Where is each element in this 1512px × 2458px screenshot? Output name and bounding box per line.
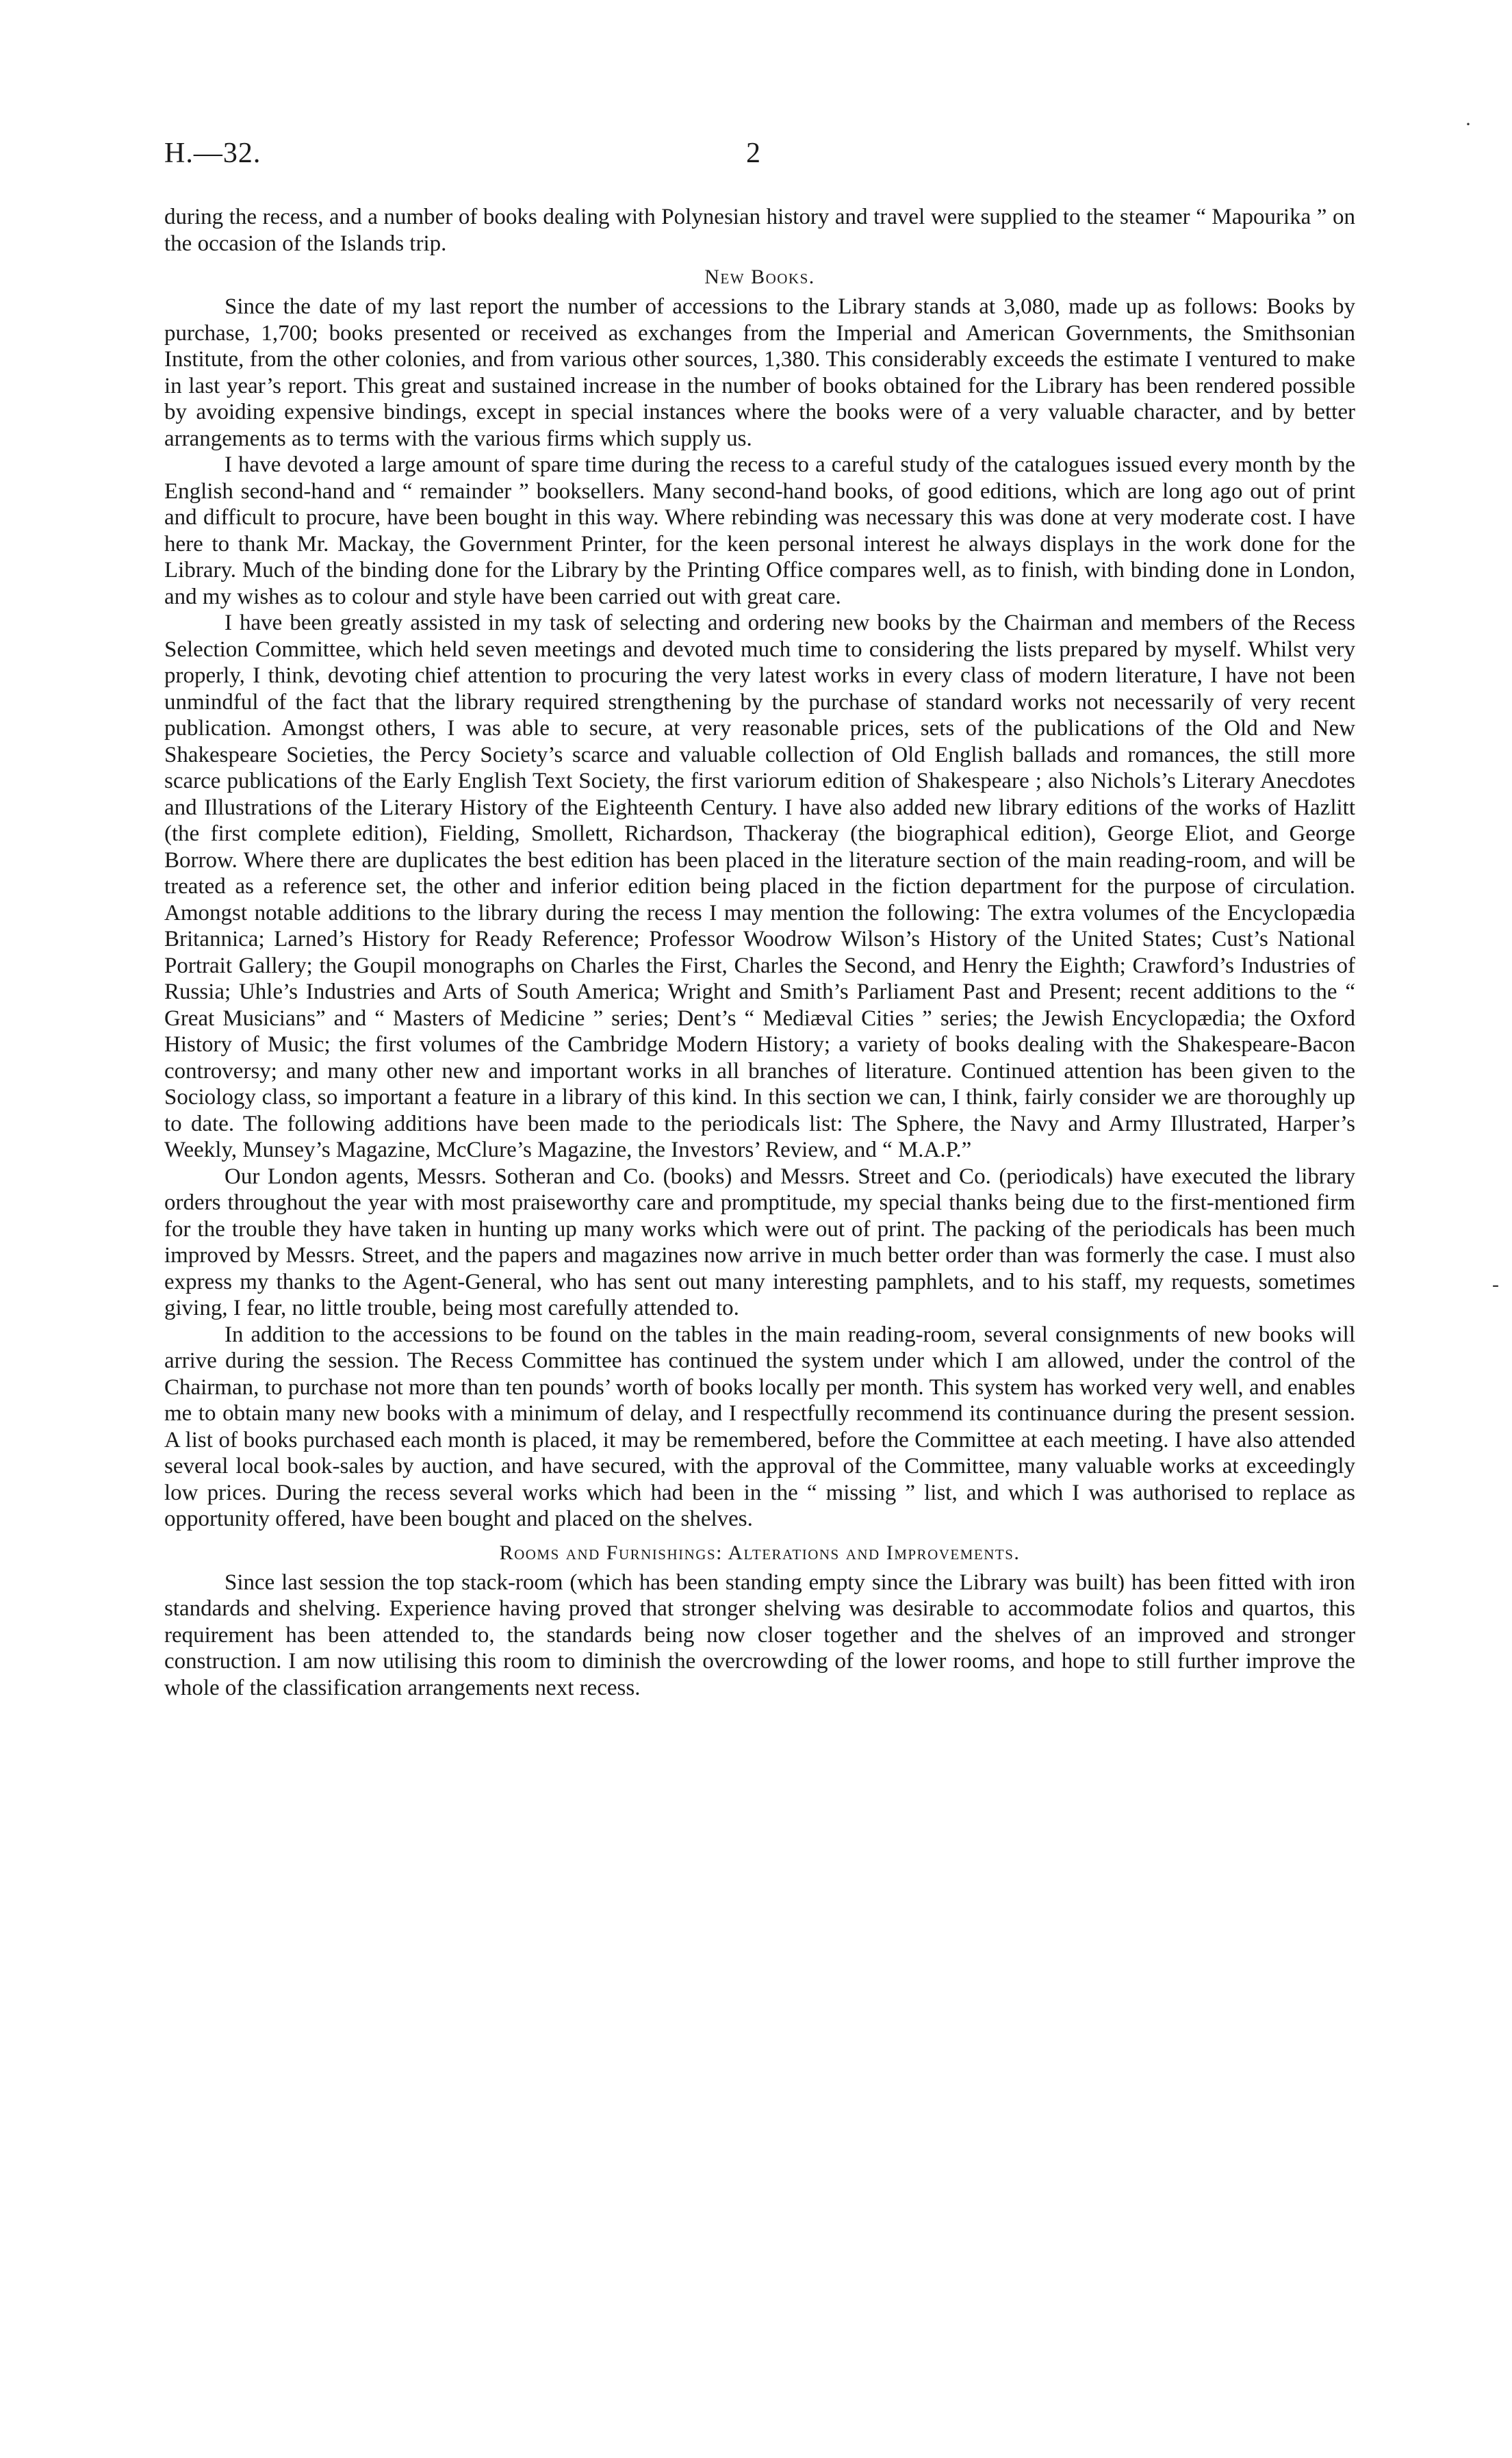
section-heading-rooms: Rooms and Furnishings: Alterations and Improvements. bbox=[499, 1541, 1021, 1564]
paragraph-accessions: Since the date of my last report the number of accessions to the Library stands at 3,080, made up as follows: Books by purchase, 1,700; books presented or received as exchanges from the Imperial and American Governments, the Smithsonian Institute, from the other colonies, and from various other sources, 1,380. This considerably exceeds the estimate I ventured to make in last year’s report. This great and sustained increase in the number of books obtained for the Library has been rendered possible by avoiding expensive bindings, except in special instances where the books were of a very valuable character, and by better arrangements as to terms with the various firms which supply us. bbox=[164, 294, 1355, 451]
page-body bbox=[164, 204, 1355, 1701]
paragraph-stack-room: Since last session the top stack-room (which has been standing empty since the Library was built) has been fitted with iron standards and shelving. Experience having proved that stronger shelving was desirable to accommodate folios and quartos, this requirement has been attended to, the standards being now closer together and the shelves of an improved and stronger construction. I am now utilising this room to diminish the overcrowding of the lower rooms, and hope to still further improve the whole of the classification arrangements next recess. bbox=[164, 1570, 1355, 1700]
paragraph-local-purchases: In addition to the accessions to be found on the tables in the main reading-room, several consignments of new books will arrive during the session. The Recess Committee has continued the system under which I am allowed, under the control of the Chairman, to purchase not more than ten pounds’ worth of books locally per month. This system has worked very well, and enables me to obtain many new books with a minimum of delay, and I respectfully recommend its continuance during the present session. A list of books purchased each month is placed, it may be remembered, before the Committee at each meeting. I have also attended several local book-sales by auction, and have secured, with the approval of the Committee, many valuable works at exceedingly low prices. During the recess several works which had been in the “ missing ” list, and which I was authorised to replace as opportunity offered, have been bought and placed on the shelves. bbox=[164, 1322, 1355, 1531]
paragraph-london-agents: Our London agents, Messrs. Sotheran and Co. (books) and Messrs. Street and Co. (periodicals) have executed the library orders throughout the year with most praiseworthy care and promptitude, my special thanks being due to the first-mentioned firm for the trouble they have taken in hunting up many works which were out of print. The packing of the periodicals has been much improved by Messrs. Street, and the papers and magazines now arrive in much better order than was formerly the case. I must also express my thanks to the Agent-General, who has sent out many interesting pamphlets, and to his staff, my requests, sometimes giving, I fear, no little trouble, being most carefully attended to. bbox=[164, 1164, 1355, 1320]
paragraph-selection: I have been greatly assisted in my task of selecting and ordering new books by the Chairman and members of the Recess Selection Committee, which held seven meetings and devoted much time to considering the lists prepared by myself. Whilst very properly, I think, devoting chief attention to procuring the very latest works in every class of modern literature, I have not been unmindful of the fact that the library required strengthening by the purchase of standard works not necessarily of very recent publication. Amongst others, I was able to secure, at very reasonable prices, sets of the publications of the Old and New Shakespeare Societies, the Percy Society’s scarce and valuable collection of Old English ballads and romances, the still more scarce publications of the Early English Text Society, the first variorum edition of Shakespeare ; also Nichols’s Literary Anecdotes and Illustrations of the Literary History of the Eighteenth Century. I have also added new library editions of the works of Hazlitt (the first complete edition), Fielding, Smollett, Richardson, Thackeray (the biographical edition), George Eliot, and George Borrow. Where there are duplicates the best edition has been placed in the literature section of the main reading-room, and will be treated as a reference set, the other and inferior edition being placed in the fiction department for the purpose of circulation. Amongst notable additions to the library during the recess I may mention the following: The extra volumes of the Encyclopædia Britannica; Larned’s History for Ready Reference; Professor Woodrow Wilson’s History of the United States; Cust’s National Portrait Gallery; the Goupil monographs on Charles the First, Charles the Second, and Henry the Eighth; Crawford’s Industries of Russia; Uhle’s Industries and Arts of South America; Wright and Smith’s Parliament Past and Present; recent additions to the “ Great Musicians” and “ Masters of Medicine ” series; Dent’s “ Mediæval Cities ” series; the Jewish Encyclopædia; the Oxford History of Music; the first volumes of the Cambridge Modern History; a variety of books dealing with the Shakespeare-Bacon controversy; and many other new and important works in all branches of literature. Continued attention has been given to the Sociology class, so important a feature in a library of this kind. In this section we can, I think, fairly consider we are thoroughly up to date. The following additions have been made to the periodicals list: The Sphere, the Navy and Army Illustrated, Harper’s Weekly, Munsey’s Magazine, McClure’s Magazine, the Investors’ Review, and “ M.A.P.” bbox=[164, 611, 1355, 1162]
section-heading-new-books: New Books. bbox=[704, 266, 815, 288]
intro-paragraph: during the recess, and a number of books dealing with Polynesian history and travel were supplied to the steamer “ Mapourika ” on the occasion of the Islands trip. bbox=[164, 205, 1355, 256]
paragraph-catalogues: I have devoted a large amount of spare time during the recess to a careful study of the catalogues issued every month by the English second-hand and “ remainder ” booksellers. Many second-hand books, of good editions, which are long ago out of print and difficult to procure, have been bought in this way. Where rebinding was necessary this was done at very moderate cost. I have here to thank Mr. Mackay, the Government Printer, for the keen personal interest he always displays in the work done for the Library. Much of the binding done for the Library by the Printing Office compares well, as to finish, with binding done in London, and my wishes as to colour and style have been carried out with great care. bbox=[164, 452, 1355, 609]
report-code: H.—32. bbox=[164, 138, 261, 169]
scan-speck: - bbox=[1492, 1273, 1499, 1296]
scan-speck: · bbox=[1465, 113, 1472, 136]
page-number: 2 bbox=[746, 138, 760, 169]
